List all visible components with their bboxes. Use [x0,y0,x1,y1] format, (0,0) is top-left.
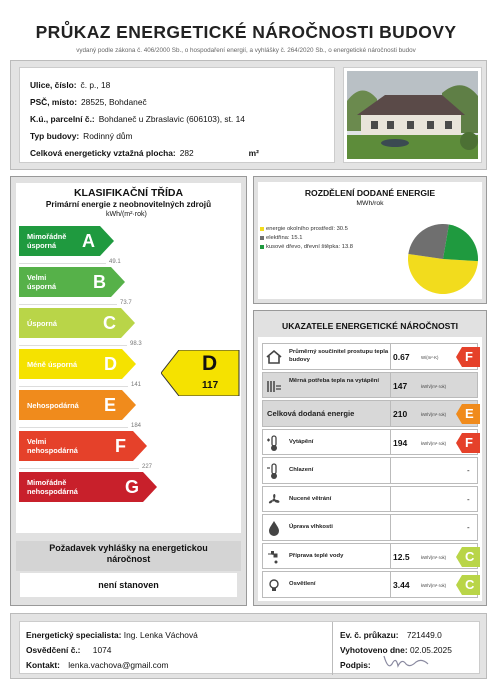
classification-scale [16,183,241,533]
area-label: Celková energeticky vztažná plocha: [30,148,176,158]
current-class-letter: D [202,352,218,375]
indicator-class-letter: C [465,577,475,592]
zip-value: 28525, Bohdaneč [81,97,147,107]
footer-box [19,621,480,674]
certificate-title: PRŮKAZ ENERGETICKÉ NÁROČNOSTI BUDOVY [35,22,457,42]
certificate-subtitle: vydaný podle zákona č. 406/2000 Sb., o hospodaření energií, a vyhlášky č. 264/2020 Sb., o energetické náročnosti budov [76,47,416,54]
indicator-divider [390,572,391,597]
class-boundary-tick: 73.7 [120,300,132,306]
class-boundary-tick: 98.3 [130,341,142,347]
signature [382,652,430,672]
indicators-title: UKAZATELE ENERGETICKÉ NÁROČNOSTI [258,315,482,337]
class-label-b [27,273,56,291]
indicator-value: 0.67 [393,352,410,362]
indicator-class-badge [456,575,480,595]
class-letter-g: G [125,477,140,497]
class-label-e [27,401,79,410]
distribution-unit: MWh/rok [356,200,384,207]
class-boundary-tick: 141 [131,382,142,388]
class-bar-d [19,349,136,379]
energy-distribution-panel [253,176,487,304]
legend-item [260,233,353,242]
class-boundary-line [19,304,117,305]
classification-panel [10,176,247,606]
indicator-divider [390,458,391,483]
humidity-drop-icon [265,519,285,537]
ev-label: Ev. č. průkazu: [340,630,399,640]
class-label-line2: nehospodárná [27,446,78,455]
classification-subtitle: Primární energie z neobnovitelných zdrojů [45,200,212,209]
radiator-heat-icon [265,377,285,395]
contact-label: Kontakt: [26,660,60,670]
classification-unit: kWh/(m²·rok) [106,211,147,218]
class-bar-a [19,226,114,256]
street-value: č. p., 18 [80,80,111,90]
indicator-value: 12.5 [393,551,410,562]
indicator-value: 147 [393,380,408,391]
type-value: Rodinný dům [83,131,133,141]
contact-row [26,660,169,670]
indicator-class-badge [456,347,480,367]
indicator-divider [390,401,391,426]
parcel-label: K.ú., parcelní č.: [30,114,95,124]
indicator-divider [390,515,391,540]
footer-panel [10,613,487,679]
distribution-legend [260,224,353,251]
distribution-title: ROZDĚLENÍ DODANÉ ENERGIE [304,188,436,198]
pie-slice [408,224,449,259]
indicator-class-badge [456,404,480,424]
legend-label: energie okolního prostředí: 30.5 [266,225,348,232]
specialist-value: Ing. Lenka Váchová [123,630,198,640]
indicator-label: Příprava teplé vody [289,552,344,559]
indicator-value: - [467,466,470,475]
indicator-divider [390,430,391,455]
class-letter-a: A [82,231,95,251]
date-label: Vyhotoveno dne: [340,645,408,655]
indicator-label: Nucené větrání [289,495,332,502]
classification-title: KLASIFIKAČNÍ TŘÍDA [73,187,184,199]
requirement-box [16,538,241,600]
current-class-arrow [161,350,241,396]
class-label-c [27,319,57,328]
indicators-panel [253,310,487,606]
indicator-row [262,486,478,513]
cert-value: 1074 [92,645,112,655]
area-unit: m² [248,148,259,158]
building-info-panel [10,60,487,170]
indicator-label: Chlazení [289,467,314,473]
house-icon [265,348,285,366]
indicator-row [262,543,478,570]
zip-row [30,97,147,107]
class-bar-g [19,472,157,502]
class-label-line1: Mimořádně [27,478,67,487]
indicators-box [258,315,482,601]
cert-row [26,645,111,655]
parcel-value: Bohdaneč u Zbraslavic (606103), st. 14 [98,114,245,124]
class-boundary-tick: 227 [142,464,153,470]
requirement-title: Požadavek vyhlášky na energetickou náročnost [16,541,241,571]
water-tap-icon [265,548,285,566]
class-boundary-line [19,427,128,428]
indicator-label: Měrná potřeba tepla na vytápění [289,377,380,384]
date-value: 02.05.2025 [409,645,452,655]
indicator-value: 210 [393,409,408,419]
legend-swatch [260,227,264,231]
indicator-label: Úprava vlhkosti [289,524,333,530]
indicator-divider [390,487,391,512]
indicator-unit: kWh/(m²·rok) [421,440,447,446]
indicator-value: - [467,523,470,532]
type-row [30,131,133,141]
class-boundary-tick: 184 [131,423,142,429]
parcel-row [30,114,245,124]
indicator-class-badge [456,547,480,567]
class-bar-f [19,431,147,461]
indicator-class-badge [456,433,480,453]
building-photo [343,67,482,163]
indicator-row [262,372,478,399]
contact-value: lenka.vachova@gmail.com [68,660,169,670]
energy-distribution-box [258,182,482,299]
class-boundary-line [19,263,106,264]
indicator-unit: kWh/(m²·rok) [421,583,447,588]
class-letter-c: C [103,313,116,333]
indicator-unit: kWh/(m²·rok) [421,383,447,389]
class-boundary-line [19,345,127,346]
indicator-label: Vytápění [289,438,314,445]
fan-icon [265,491,285,509]
indicator-class-letter: C [465,548,475,564]
class-label-line1: Velmi [27,437,47,446]
area-value: 282 [179,148,194,158]
sign-row [340,660,371,670]
indicator-label: Celková dodaná energie [267,409,355,418]
street-row [30,80,110,90]
sign-label: Podpis: [340,660,371,670]
indicator-divider [390,344,391,369]
class-bar-c [19,308,135,338]
legend-swatch [260,245,264,249]
indicator-value: - [467,494,470,504]
class-label-a [27,232,66,250]
legend-item [260,242,353,251]
zip-label: PSČ, místo: [30,97,77,107]
footer-divider [332,622,333,675]
indicator-row [262,571,478,598]
ev-row [340,630,442,640]
class-letter-d: D [104,354,117,374]
distribution-pie-chart [406,222,480,296]
indicator-row [262,400,478,427]
class-letter-f: F [115,436,126,456]
ev-value: 721449.0 [406,630,442,640]
current-class-value: 117 [202,380,219,391]
class-letter-e: E [104,395,117,415]
indicator-row [262,457,478,484]
specialist-label: Energetický specialista: [26,630,122,640]
pie-slice [443,225,478,262]
specialist-row [26,630,198,640]
class-boundary-line [19,386,128,387]
indicator-unit: kWh/(m²·rok) [421,554,447,560]
class-boundary-line [19,468,139,469]
indicator-label: Osvětlení [289,581,316,587]
indicator-row [262,514,478,541]
indicator-class-letter: F [465,349,473,364]
class-label-line1: Velmi [27,273,47,282]
building-info-fields [19,67,335,163]
class-boundary-tick: 49.1 [109,259,121,265]
class-bar-b [19,267,125,297]
legend-label: kusové dřevo, dřevní štěpka: 13.8 [266,243,354,250]
indicator-class-letter: F [465,434,473,450]
class-label-line1: Úsporná [27,319,57,328]
snowflake-thermometer-icon [265,462,285,480]
indicator-value: 194 [393,437,408,448]
indicator-class-letter: E [465,406,474,421]
indicator-row [262,343,478,370]
indicator-divider [390,373,391,398]
class-bar-e [19,390,136,420]
class-label-line1: Nehospodárná [27,401,79,410]
legend-swatch [260,236,264,240]
class-label-line2: úsporná [27,241,57,250]
indicator-divider [390,544,391,569]
indicator-unit: W/(m²·K) [421,355,439,360]
class-label-g [27,478,78,496]
street-label: Ulice, číslo: [30,80,77,90]
class-label-f [27,437,78,455]
legend-item [260,224,353,233]
heating-thermometer-icon [265,434,285,452]
indicator-value: 3.44 [393,580,410,590]
class-label-line2: nehospodárná [27,487,78,496]
class-label-line1: Méně úsporná [27,360,78,369]
requirement-value: není stanoven [20,573,237,597]
indicator-row [262,429,478,456]
class-label-line2: úsporná [27,282,57,291]
class-letter-b: B [93,272,106,292]
type-label: Typ budovy: [30,131,80,141]
legend-label: elektřina: 15.1 [266,234,303,241]
class-label-d [27,360,77,369]
indicator-unit: kWh/(m²·rok) [421,412,447,417]
area-row [30,148,259,158]
lightbulb-icon [265,576,285,594]
indicator-label: Průměrný součinitel prostupu tepla budovy [289,349,389,363]
house-photo-illustration [347,71,478,159]
class-label-line1: Mimořádně [27,232,67,241]
cert-label: Osvědčení č.: [26,645,81,655]
